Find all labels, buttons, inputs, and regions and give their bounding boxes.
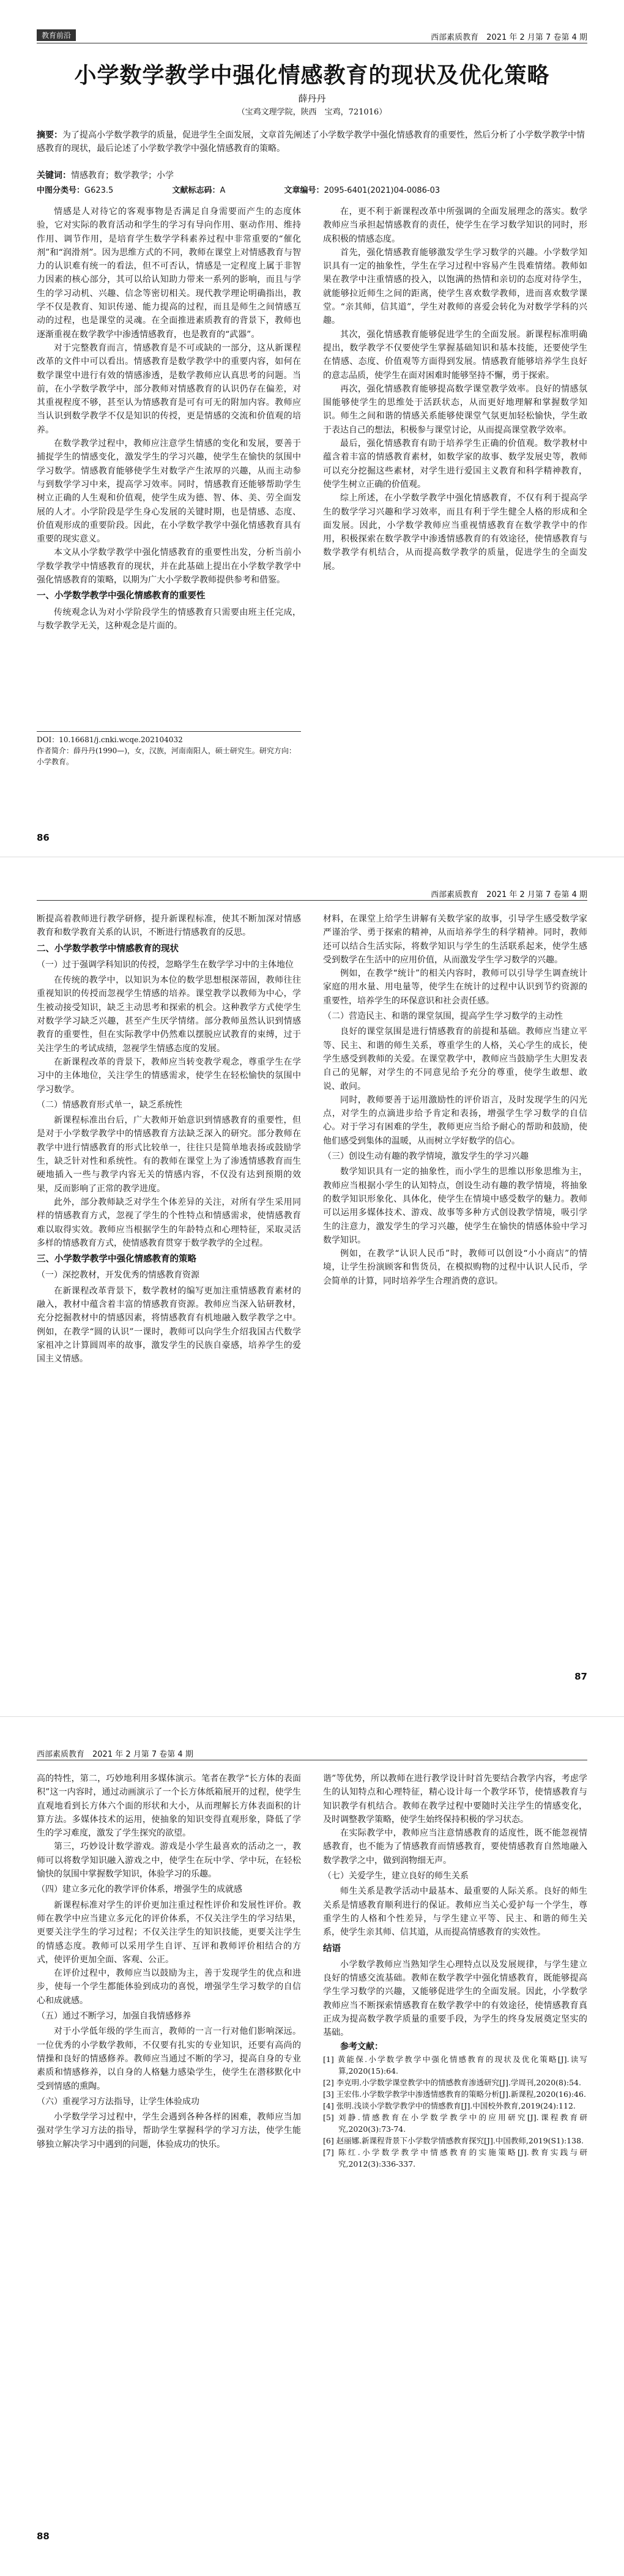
section-heading: 结语 <box>323 1943 341 1954</box>
paragraph: 小学数学教师应当熟知学生心理特点以及发展规律，与学生建立良好的情感交流基础。教师在数学教学中强化情感教育，既能够提高学生学习数学的兴趣，又能够促进学生的全面发展。因此，小学数学教师应当不断探索情感教育在数学教学中的有效途径，使情感教育真正成为提高数学教学质量的重要手段，为学生的终身发展奠定坚实的基础。 <box>323 1959 587 2038</box>
paragraph: 断提高着教师进行教学研修，提升新课程标准，使其不断加深对情感教育和数学教育关系的认识，不断进行情感教育的反思。 <box>37 914 301 938</box>
reference-item: [5] 刘静.情感教育在小学数学教学中的应用研究[J].课程教育研究,2020(3):73-74. <box>323 2112 587 2134</box>
subsection-heading: （二）情感教育形式单一，缺乏系统性 <box>37 1100 182 1110</box>
reference-item: [1] 黄能保.小学数学教学中强化情感教育的现状及优化策略[J].读写算,2020(15):64. <box>323 2054 587 2075</box>
column-left <box>37 1772 301 2151</box>
subsection-heading: （五）通过不断学习，加强自我情感修养 <box>37 2011 191 2022</box>
paragraph: 在数学教学过程中，教师应注意学生情感的变化和发展，要善于捕捉学生的情感变化，激发学生的学习兴趣，使学生在愉快的氛围中学习数学。情感教育能够使学生对数学产生浓厚的兴趣，从而主动参与到数学学习中来，提高学习效率。同时，情感教育还能够帮助学生树立正确的人生观和价值观，使学生成为德、智、体、美、劳全面发展的人才。小学阶段是学生身心发展的关键时期，也是情感、态度、价值观形成的重要阶段。因此，在小学数学教学中强化情感教育具有重要的现实意义。 <box>37 439 301 545</box>
paragraph: 新课程标准对学生的评价更加注重过程性评价和发展性评价。教师在教学中应当建立多元化的评价体系，不仅关注学生的学习结果，更要关注学生的学习过程；不仅关注学生的知识技能，更要关注学生的情感态度。教师可以采用学生自评、互评和教师评价相结合的方式，使评价更加全面、客观、公正。 <box>37 1900 301 1965</box>
paragraph: 材料，在课堂上给学生讲解有关数学家的故事，引导学生感受数学家严谨治学、勇于探索的精神，从而培养学生的科学精神。同时，教师还可以结合生活实际，将数学知识与学生的生活联系起来，使学生感受到数学在生活中的应用价值，从而激发学生学习数学的兴趣。 <box>323 914 587 965</box>
article-title: 小学数学教学中强化情感教育的现状及优化策略 <box>74 63 550 88</box>
column-right <box>323 205 587 573</box>
paragraph: 例如，在教学“认识人民币”时，教师可以创设“小小商店”的情境，让学生扮演顾客和售货员，在模拟购物的过程中认识人民币，学会简单的计算，同时培养学生合理消费的意识。 <box>323 1249 587 1286</box>
paragraph: 其次，强化情感教育能够促进学生的全面发展。新课程标准明确提出，数学教学不仅要使学生掌握基础知识和基本技能，还要使学生在情感、态度、价值观等方面得到发展。情感教育能够培养学生良好的意志品质，使学生在面对困难时能够坚持不懈，勇于探索。 <box>323 329 587 381</box>
paragraph: 在实际教学中，教师应当注意情感教育的适度性，既不能忽视情感教育，也不能为了情感教育而情感教育，要使情感教育自然地融入数学教学之中，做到润物细无声。 <box>323 1828 587 1866</box>
paragraph: 对于完整教育而言，情感教育是不可或缺的一部分，这从新课程改革的文件中可以看出。情感教育是数学教学中的重要内容，如何在数学课堂中进行有效的情感渗透，是数学教师应认真思考的问题。当前，在小学数学教学中，部分教师对情感教育的认识仍存在偏差，对其重视程度不够，甚至认为情感教育是可有可无的附加内容。教师应当认识到数学教学不仅是知识的传授，更是情感的交流和价值观的培养。 <box>37 343 301 435</box>
abstract <box>37 128 587 155</box>
subsection-heading: （一）深挖教材，开发优秀的情感教育资源 <box>37 1270 199 1281</box>
section-heading: 一、小学数学教学中强化情感教育的重要性 <box>37 591 206 601</box>
paragraph: 此外，部分教师缺乏对学生个体差异的关注，对所有学生采用同样的情感教育方式，忽视了学生的个性特点和情感需求，使情感教育难以取得实效。教师应当根据学生的年龄特点和心理特征，采取灵活多样的情感教育方式，使情感教育贯穿于数学教学的全过程。 <box>37 1197 301 1248</box>
paragraph: 数学知识具有一定的抽象性，而小学生的思维以形象思维为主，教师应当根据小学生的认知特点，创设生动有趣的教学情境，将抽象的数学知识形象化、具体化，使学生在情境中感受数学的魅力。教师可以运用多媒体技术、游戏、故事等多种方式创设教学情境，吸引学生的注意力，激发学生的学习兴趣，使学生在愉快的情感体验中学习数学知识。 <box>323 1167 587 1245</box>
paragraph: 师生关系是教学活动中最基本、最重要的人际关系。良好的师生关系是情感教育顺利进行的保证。教师应当关心爱护每一个学生，尊重学生的人格和个性差异，与学生建立平等、民主、和谐的师生关系，使学生亲其师、信其道，从而提高情感教育的实效性。 <box>323 1886 587 1938</box>
reference-item: [2] 李克明.小学数学课堂教学中的情感教育渗透研究[J].学周刊,2020(8):54. <box>323 2077 581 2087</box>
running-header <box>37 887 587 901</box>
paragraph: 情感是人对待它的客观事物是否满足自身需要而产生的态度体验，它对实际的教育活动和学生的学习有导向作用、驱动作用、维持作用、调节作用，是培育学生数学学科素养过程中非常重要的“催化剂”和“润滑剂”。因为思维方式的不同，教师在课堂上对情感教育与智力的认识难有统一的看法，但不可否认，情感是一定程度上属于非智力因素的核心部分，其可以给认知助力带来一系列的影响，而且与学生的学习动机、兴趣、信念等密切相关。现代教学理论明确指出，教学不仅是教育、知识传递、能力提高的过程，而且是师生之间情感互动的过程，也是课堂的灵魂。在全面推进素质教育的背景下，教师也逐渐重视在数学教学中渗透情感教育，也是教育的“武器”。 <box>37 207 301 340</box>
paragraph: 对于小学低年级的学生而言，教师的一言一行对他们影响深远。一位优秀的小学数学教师，不仅要有扎实的专业知识，还要有高尚的情操和良好的情感修养。教师应当通过不断的学习，提高自身的专业素质和情感修养，以自身的人格魅力感染学生，使学生在潜移默化中受到情感的熏陶。 <box>37 2027 301 2091</box>
paragraph: 同时，教师要善于运用激励性的评价语言，及时发现学生的闪光点，对学生的点滴进步给予肯定和表扬，增强学生学习数学的自信心。对于学习有困难的学生，教师更应当给予耐心的帮助和鼓励，使他们感受到集体的温暖，从而树立学好数学的信心。 <box>323 1095 587 1146</box>
abstract-label: 摘要： <box>37 130 62 140</box>
paragraph: 新课程标准出台后，广大教师开始意识到情感教育的重要性，但是对于小学数学教学中的情感教育方法缺乏深入的研究。部分教师在教学中进行情感教育的形式比较单一，往往只是简单地表扬或鼓励学生，缺乏针对性和系统性。有的教师在课堂上为了渗透情感教育而生硬地插入一些与教学内容无关的情感内容，不仅没有达到预期的效果，反而影响了正常的教学进度。 <box>37 1115 301 1194</box>
column-right <box>323 912 587 1288</box>
paragraph: 首先，强化情感教育能够激发学生学习数学的兴趣。小学数学知识具有一定的抽象性，学生在学习过程中容易产生畏难情绪。教师如果在教学中注重情感的投入，以饱满的热情和亲切的态度对待学生，就能够拉近师生之间的距离，使学生喜欢数学教师，进而喜欢数学课堂。“亲其师，信其道”，学生对教师的喜爱会转化为对数学学科的兴趣。 <box>323 247 587 326</box>
section-tag: 教育前沿 <box>37 29 76 41</box>
paragraph: 本文从小学数学教学中强化情感教育的重要性出发，分析当前小学数学教学中情感教育的现状，并在此基础上提出在小学数学教学中强化情感教育的策略，以期为广大小学数学教师提供参考和借鉴。 <box>37 548 301 586</box>
author-affiliation: （宝鸡文理学院，陕西 宝鸡，721016） <box>237 108 387 117</box>
page-number: 86 <box>37 832 50 843</box>
reference-item: [4] 张明.浅谈小学数学教学中的情感教育[J].中国校外教育,2019(24):112. <box>323 2101 576 2110</box>
cls-number: 中图分类号：G623.5 <box>37 186 114 195</box>
reference-item: [6] 赵丽娜.新课程背景下小学数学情感教育探究[J].中国教师,2019(S1):138. <box>323 2135 584 2145</box>
page-86 <box>0 0 624 857</box>
doi: DOI：10.16681/j.cnki.wcqe.202104032 <box>37 735 183 744</box>
paragraph: 在，更不利于新课程改革中所强调的全面发展理念的落实。数学教师应当承担起情感教育的责任，使学生在学习数学知识的同时，形成积极的情感态度。 <box>323 207 587 244</box>
classification-line <box>37 184 587 195</box>
section-heading: 二、小学数学教学中情感教育的现状 <box>37 944 179 954</box>
page-number: 87 <box>574 1671 587 1682</box>
article-number: 文章编号：2095-6401(2021)04-0086-03 <box>284 186 440 195</box>
keywords-label: 关键词： <box>37 171 71 181</box>
reference-item: [3] 王宏伟.小学数学教学中渗透情感教育的策略分析[J].新课程,2020(16):46. <box>323 2089 586 2099</box>
paragraph: 例如，在教学“统计”的相关内容时，教师可以引导学生调查统计家庭的用水量、用电量等，使学生在统计的过程中认识到节约资源的重要性，培养学生的环保意识和社会责任感。 <box>323 969 587 1006</box>
subsection-heading: （六）重视学习方法指导，让学生体验成功 <box>37 2096 199 2107</box>
paragraph: 再次，强化情感教育能够提高数学课堂教学效率。良好的情感氛围能够使学生的思维处于活跃状态，从而更好地理解和掌握数学知识。师生之间和谐的情感关系能够使课堂气氛更加轻松愉快，学生敢于表达自己的想法，积极参与课堂讨论，从而提高课堂教学效率。 <box>323 384 587 435</box>
journal-info: 西部素质教育 2021 年 2 月第 7 卷第 4 期 <box>431 890 587 899</box>
subsection-heading: （四）建立多元化的教学评价体系，增强学生的成就感 <box>37 1885 242 1895</box>
page-number: 88 <box>37 2531 50 2542</box>
doc-code: 文献标志码：A <box>172 186 226 195</box>
paragraph: 在新课程改革背景下，数学教材的编写更加注重情感教育素材的融入，教材中蕴含着丰富的情感教育资源。教师应当深入钻研教材，充分挖掘教材中的情感因素，将情感教育有机地融入数学教学之中。例如，在教学“圆的认识”一课时，教师可以向学生介绍我国古代数学家祖冲之计算圆周率的故事，激发学生的民族自豪感，培养学生的爱国主义情感。 <box>37 1286 301 1364</box>
paragraph: 第三，巧妙设计数学游戏。游戏是小学生最喜欢的活动之一，教师可以将数学知识融入游戏之中，使学生在玩中学、学中玩，在轻松愉快的氛围中掌握数学知识，体验学习的乐趣。 <box>37 1842 301 1880</box>
journal-info: 西部素质教育 2021 年 2 月第 7 卷第 4 期 <box>37 1750 193 1759</box>
paragraph: 综上所述，在小学数学教学中强化情感教育，不仅有利于提高学生的数学学习兴趣和学习效率，而且有利于学生健全人格的形成和全面发展。因此，小学数学教师应当重视情感教育在数学教学中的作用，积极探索在数学教学中渗透情感教育的有效途径，使情感教育与数学教学有机结合，从而提高数学教学的质量，促进学生的全面发展。 <box>323 493 587 571</box>
section-heading: 三、小学数学教学中强化情感教育的策略 <box>37 1254 196 1265</box>
keywords-text: 情感教育；数学教学；小学 <box>71 171 174 181</box>
paragraph: 高的特性，第二，巧妙地利用多媒体演示。笔者在教学“长方体的表面积”这一内容时，通过动画演示了一个长方体纸箱展开的过程，使学生直观地看到长方体六个面的形状和大小，从而理解长方体表面积的计算方法。多媒体技术的运用，使抽象的知识变得直观形象，降低了学生的学习难度，激发了学生探究的欲望。 <box>37 1774 301 1839</box>
subsection-heading: （一）过于强调学科知识的传授，忽略学生在数学学习中的主体地位 <box>37 959 294 970</box>
subsection-heading: （三）创设生动有趣的教学情境，激发学生的学习兴趣 <box>323 1152 529 1162</box>
paragraph: 最后，强化情感教育有助于培养学生正确的价值观。数学教材中蕴含着丰富的情感教育素材，如数学家的故事、数学发展史等，教师可以充分挖掘这些素材，对学生进行爱国主义教育和科学精神教育，使学生树立正确的价值观。 <box>323 439 587 490</box>
subsection-heading: （二）营造民主、和谐的课堂氛围，提高学生学习数学的主动性 <box>323 1011 563 1022</box>
journal-info: 西部素质教育 2021 年 2 月第 7 卷第 4 期 <box>431 33 587 42</box>
paragraph: 在新课程改革的背景下，教师应当转变教学观念，尊重学生在学习中的主体地位，关注学生的情感需求，使学生在轻松愉快的氛围中学习数学。 <box>37 1057 301 1095</box>
page-87 <box>0 857 624 1716</box>
author-name: 薛丹丹 <box>298 93 326 104</box>
reference-item: [7] 陈红.小学数学教学中情感教育的实施策略[J].教育实践与研究,2012(3):336-337. <box>323 2147 587 2168</box>
keywords <box>37 169 587 181</box>
paragraph: 谐”等优势，所以教师在进行教学设计时首先要结合教学内容，考虑学生的认知特点和心理特征，精心设计每一个教学环节，使情感教育与知识教学有机结合。教师在教学过程中要随时关注学生的情感变化，及时调整教学策略，使学生始终保持积极的学习状态。 <box>323 1774 587 1825</box>
column-left <box>37 912 301 1366</box>
paragraph: 小学数学学习过程中，学生会遇到各种各样的困难，教师应当加强对学生学习方法的指导，帮助学生掌握科学的学习方法，使学生能够独立解决学习中遇到的问题，体验成功的快乐。 <box>37 2112 301 2150</box>
subsection-heading: （七）关爱学生，建立良好的师生关系 <box>323 1871 469 1882</box>
paragraph: 良好的课堂氛围是进行情感教育的前提和基础。教师应当建立平等、民主、和谐的师生关系，尊重学生的人格，关心学生的成长，使学生感受到教师的关爱。在课堂教学中，教师应当鼓励学生大胆发表自己的见解，对学生的不同意见给予充分的尊重，使学生敢想、敢说、敢问。 <box>323 1027 587 1092</box>
author-bio: 作者简介：薛丹丹(1990—)，女，汉族，河南南阳人，硕士研究生。研究方向：小学教育。 <box>37 746 296 766</box>
paragraph: 传统观念认为对小学阶段学生的情感教育只需要由班主任完成，与数学教学无关，这种观念是片面的。 <box>37 607 301 631</box>
paragraph: 在评价过程中，教师应当以鼓励为主，善于发现学生的优点和进步，使每一个学生都能体验到成功的喜悦，增强学生学习数学的自信心和成就感。 <box>37 1968 301 2006</box>
running-header <box>37 29 587 43</box>
running-header <box>37 1746 587 1760</box>
paragraph: 在传统的教学中，以知识为本位的数学思想根深蒂固，教师往往重视知识的传授而忽视学生情感的培养。课堂教学以教师为中心，学生被动接受知识，缺乏主动思考和探索的机会。这种教学方式使学生对数学学习缺乏兴趣，甚至产生厌学情绪。部分教师虽然认识到情感教育的重要性，但在实际教学中仍然难以摆脱应试教育的束缚，过于关注学生的考试成绩，忽视学生情感态度的发展。 <box>37 975 301 1054</box>
column-left <box>37 205 301 633</box>
references-heading: 参考文献： <box>340 2041 383 2052</box>
page-88 <box>0 1716 624 2576</box>
column-right <box>323 1772 587 2170</box>
abstract-text: 为了提高小学数学教学的质量，促进学生全面发展，文章首先阐述了小学数学教学中强化情感教育的重要性，然后分析了小学数学教学中情感教育的现状，最后论述了小学数学教学中强化情感教育的策略。 <box>37 130 585 154</box>
footnote <box>37 731 301 767</box>
